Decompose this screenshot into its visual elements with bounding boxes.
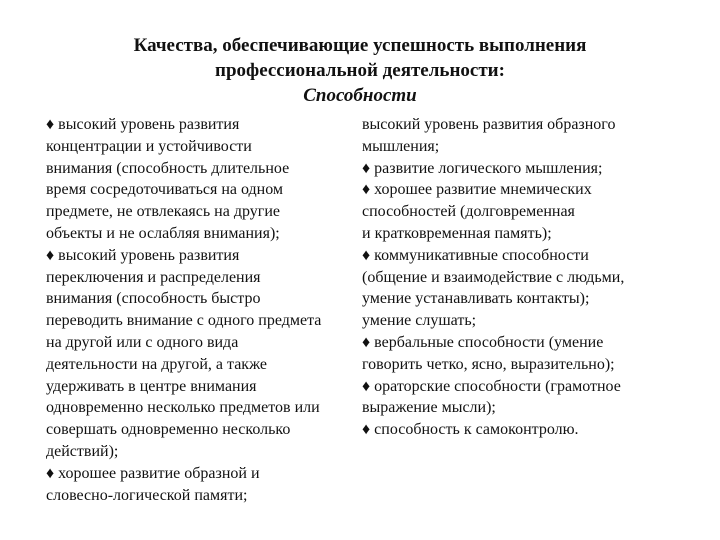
text-line: высокий уровень развития образного <box>362 116 616 133</box>
text-line: и кратковременная память); <box>362 224 552 242</box>
title-line-2: профессиональной деятельности: <box>215 60 505 81</box>
left-column <box>46 114 321 506</box>
title-line-1: Качества, обеспечивающие успешность выполнения <box>133 35 587 56</box>
text-line: внимания (способность длительное <box>46 159 290 177</box>
text-line: умение устанавливать контакты); <box>362 290 590 308</box>
text-line: ♦ вербальные способности (умение <box>362 333 604 351</box>
text-line: мышления; <box>362 137 440 155</box>
text-line: концентрации и устойчивости <box>46 137 252 155</box>
text-line: внимания (способность быстро <box>46 290 261 308</box>
text-line: ♦ хорошее развитие образной и <box>46 464 260 482</box>
slide-title <box>0 33 720 108</box>
text-line: умение слушать; <box>362 312 477 330</box>
text-line: говорить четко, ясно, выразительно); <box>362 355 615 373</box>
text-line: удерживать в центре внимания <box>46 377 257 395</box>
text-line: объекты и не ослабляя внимания); <box>46 224 280 242</box>
right-column <box>362 114 624 441</box>
text-line: (общение и взаимодействие с людьми, <box>362 268 625 286</box>
text-line: на другой или с одного вида <box>46 333 239 351</box>
text-line: совершать одновременно несколько <box>46 421 291 439</box>
text-line: предмете, не отвлекаясь на другие <box>46 203 280 221</box>
subtitle: Способности <box>303 85 417 106</box>
text-line: словесно-логической памяти; <box>46 486 248 504</box>
text-line: переводить внимание с одного предмета <box>46 312 322 330</box>
text-line: выражение мысли); <box>362 399 496 417</box>
text-line: ♦ способность к самоконтролю. <box>362 421 579 439</box>
text-line: действий); <box>46 442 119 460</box>
text-line: ♦ коммуникативные способности <box>362 246 589 264</box>
text-line: ♦ высокий уровень развития <box>46 116 240 133</box>
text-line: переключения и распределения <box>46 268 261 286</box>
text-line: ♦ развитие логического мышления; <box>362 159 603 177</box>
text-line: деятельности на другой, а также <box>46 355 268 373</box>
text-line: способностей (долговременная <box>362 203 575 221</box>
text-line: время сосредоточиваться на одном <box>46 181 284 199</box>
text-line: одновременно несколько предметов или <box>46 399 320 417</box>
text-line: ♦ ораторские способности (грамотное <box>362 377 621 395</box>
text-line: ♦ высокий уровень развития <box>46 246 240 264</box>
text-line: ♦ хорошее развитие мнемических <box>362 181 592 199</box>
